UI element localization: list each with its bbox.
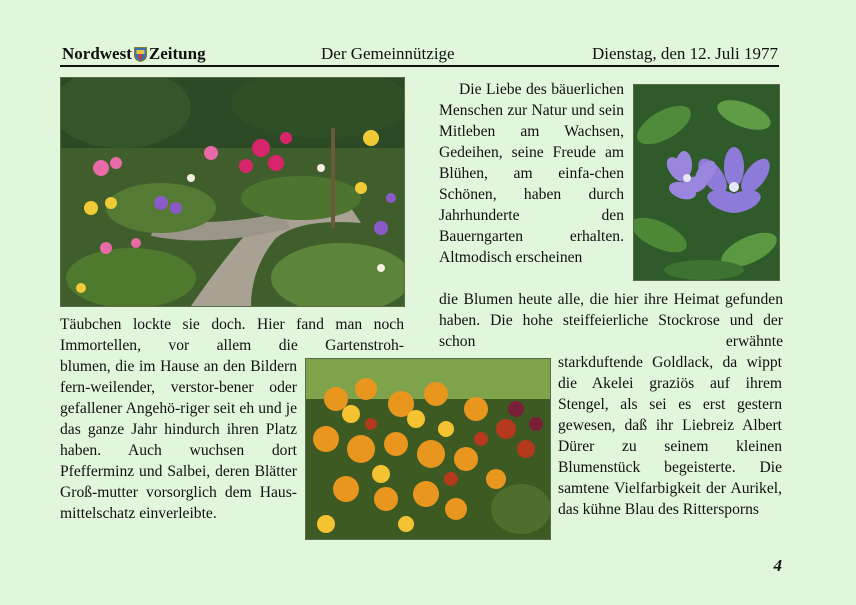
- article-column-right: [558, 352, 782, 520]
- page-number: 4: [773, 556, 782, 575]
- masthead-left: Nordwest: [62, 44, 132, 63]
- cottage-garden-photo: [60, 77, 405, 307]
- header-rule: [60, 65, 779, 67]
- article-paragraph: Die Liebe des bäuerlichen Menschen zur Natur und sein Mitleben am Wachsen, Gedeihen, seine Freude am Blühen, am einfa-chen Schönen, haben durch Jahrhunderte den Bauerngarten erhalten. Altmodisch erscheinen: [439, 81, 624, 266]
- issue-date: Dienstag, den 12. Juli 1977: [591, 44, 778, 63]
- article-column-wide: [439, 289, 783, 352]
- article-paragraph: Täubchen lockte sie doch. Hier fand man noch Immortellen, vor allem die Gartenstroh-: [60, 316, 404, 354]
- masthead: [62, 44, 206, 64]
- article-paragraph: blumen, die im Hause an den Bildern fern-weilender, verstor-bener oder gefallener Angehö-riger seit eh und je das ganze Jahr hindurch ihren Platz haben. Auch wuchsen dort Pfefferminz und Salbei, deren Blätter Groß-mutter vorsorglich dem Haus-mittelschatz einverleibte.: [60, 358, 297, 522]
- masthead-right: Zeitung: [148, 44, 206, 63]
- section-title: Der Gemeinnützige: [321, 44, 455, 63]
- article-column-middle: [439, 79, 624, 268]
- wallflower-photo: [305, 358, 551, 540]
- periwinkle-photo: [633, 84, 780, 281]
- coat-of-arms-icon: [134, 47, 147, 62]
- article-paragraph: starkduftende Goldlack, da wippt die Akelei graziös auf ihrem Stengel, als sei es erst gestern gewesen, daß ihr Liebreiz Albert Dürer zu seinem kleinen Blumenstück begeisterte. Die samtene Vielfarbigkeit der Aurikel, das kühne Blau des Rittersporns: [558, 354, 782, 518]
- article-column-left-top: [60, 314, 404, 356]
- article-paragraph: die Blumen heute alle, die hier ihre Heimat gefunden haben. Die hohe steiffeierliche Stockrose und der schon erwähnte: [439, 291, 783, 350]
- article-column-left-bottom: [60, 356, 297, 524]
